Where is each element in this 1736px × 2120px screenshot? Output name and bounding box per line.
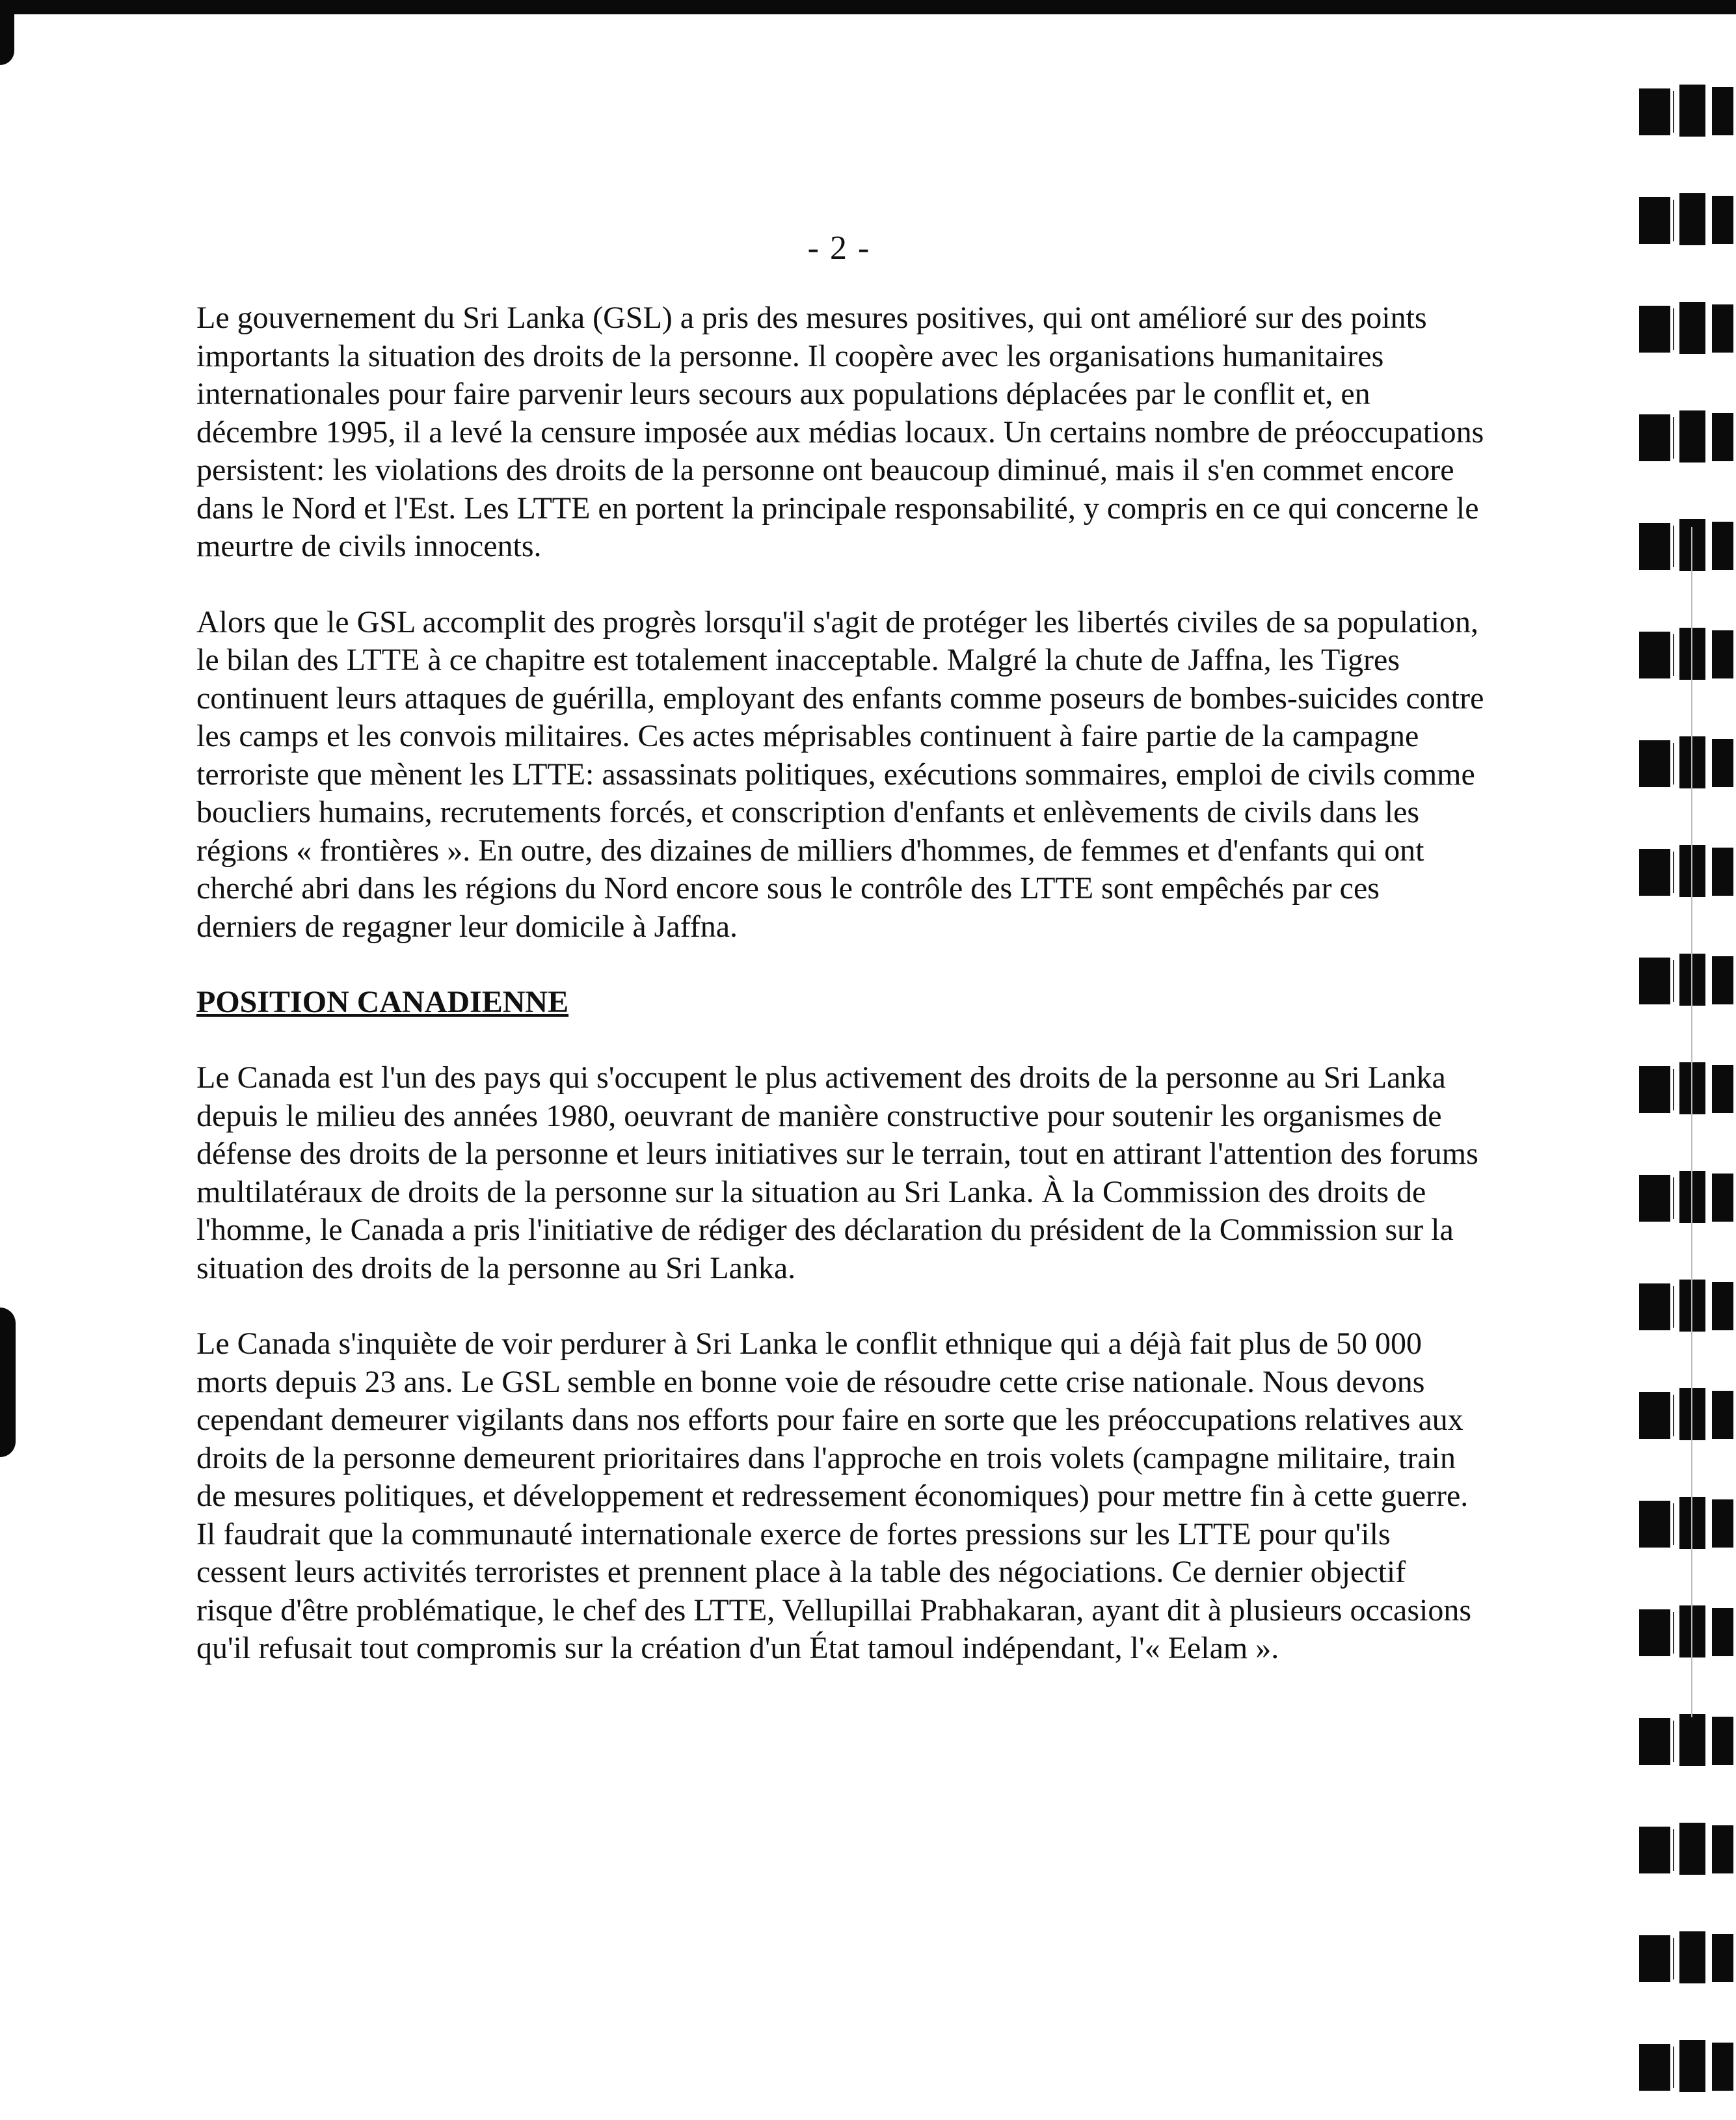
paragraph: Alors que le GSL accomplit des progrès lorsqu'il s'agit de protéger les libertés civiles de sa population, le bilan des LTTE à ce chapitre est totalement inacceptable. Malgré la chute de Jaffna, les Tigres continuent leurs attaques de guérilla, employant des enfants comme poseurs de bombes-suicides contre les camps et les convois militaires. Ces actes méprisables continuent à faire partie de la campagne terroriste que mènent les LTTE: assassinats politiques, exécutions sommaires, emploi de civils comme boucliers humains, recrutements forcés, et conscription d'enfants et enlèvements de civils dans les régions « frontières ». En outre, des dizaines de milliers d'hommes, de femmes et d'enfants qui ont cherché abri dans les régions du Nord encore sous le contrôle des LTTE sont empêchés par ces derniers de regagner leur domicile à Jaffna. bbox=[196, 604, 1484, 944]
document-body bbox=[196, 299, 1488, 1706]
binding-ring bbox=[1639, 1171, 1733, 1224]
spiral-binding-icon bbox=[1626, 0, 1736, 2120]
binding-ring bbox=[1639, 302, 1733, 355]
binding-ring bbox=[1639, 85, 1733, 138]
page-number: - 2 - bbox=[807, 230, 871, 267]
section-heading: POSITION CANADIENNE bbox=[196, 985, 569, 1019]
binding-ring bbox=[1639, 1931, 1733, 1985]
binding-guide-line bbox=[1691, 527, 1692, 1717]
binding-ring bbox=[1639, 736, 1733, 790]
binding-ring bbox=[1639, 845, 1733, 898]
paragraph: Le gouvernement du Sri Lanka (GSL) a pris des mesures positives, qui ont amélioré sur des points importants la situation des droits de la personne. Il coopère avec les organisations humanitaires internationales pour faire parvenir leurs secours aux populations déplacées par le conflit et, en décembre 1995, il a levé la censure imposée aux médias locaux. Un certains nombre de préoccupations persistent: les violations des droits de la personne ont beaucoup diminué, mais il s'en commet encore dans le Nord et l'Est. Les LTTE en portent la principale responsabilité, y compris en ce qui concerne le meurtre de civils innocents. bbox=[196, 301, 1484, 563]
binding-ring bbox=[1639, 954, 1733, 1007]
binding-ring bbox=[1639, 1823, 1733, 1876]
binding-ring bbox=[1639, 1388, 1733, 1442]
binding-ring bbox=[1639, 2040, 1733, 2093]
scan-border-top bbox=[0, 0, 1736, 14]
paragraph: Le Canada s'inquiète de voir perdurer à Sri Lanka le conflit ethnique qui a déjà fait plus de 50 000 morts depuis 23 ans. Le GSL semble en bonne voie de résoudre cette crise nationale. Nous devons cependant demeurer vigilants dans nos efforts pour faire en sorte que les préoccupations relatives aux droits de la personne demeurent prioritaires dans l'approche en trois volets (campagne militaire, train de mesures politiques, et développement et redressement économiques) pour mettre fin à cette guerre. Il faudrait que la communauté internationale exerce de fortes pressions sur les LTTE pour qu'ils cessent leurs activités terroristes et prennent place à la table des négociations. Ce dernier objectif risque d'être problématique, le chef des LTTE, Vellupillai Prabhakaran, ayant dit à plusieurs occasions qu'il refusait tout compromis sur la création d'un État tamoul indépendant, l'« Eelam ». bbox=[196, 1326, 1472, 1665]
binding-ring bbox=[1639, 519, 1733, 572]
binding-ring bbox=[1639, 1605, 1733, 1659]
binding-ring bbox=[1639, 1497, 1733, 1550]
binding-ring bbox=[1639, 1062, 1733, 1116]
scan-edge-mark bbox=[0, 13, 14, 65]
binding-ring bbox=[1639, 1280, 1733, 1333]
binding-ring bbox=[1639, 410, 1733, 464]
paragraph: Le Canada est l'un des pays qui s'occupent le plus activement des droits de la personne au Sri Lanka depuis le milieu des années 1980, oeuvrant de manière constructive pour soutenir les organismes de défense des droits de la personne et leurs initiatives sur le terrain, tout en attirant l'attention des forums multilatéraux de droits de la personne sur la situation au Sri Lanka. À la Commission des droits de l'homme, le Canada a pris l'initiative de rédiger des déclaration du président de la Commission sur la situation des droits de la personne au Sri Lanka. bbox=[196, 1060, 1478, 1285]
scan-edge-mark bbox=[0, 1308, 16, 1457]
binding-ring bbox=[1639, 628, 1733, 681]
binding-ring bbox=[1639, 1714, 1733, 1767]
